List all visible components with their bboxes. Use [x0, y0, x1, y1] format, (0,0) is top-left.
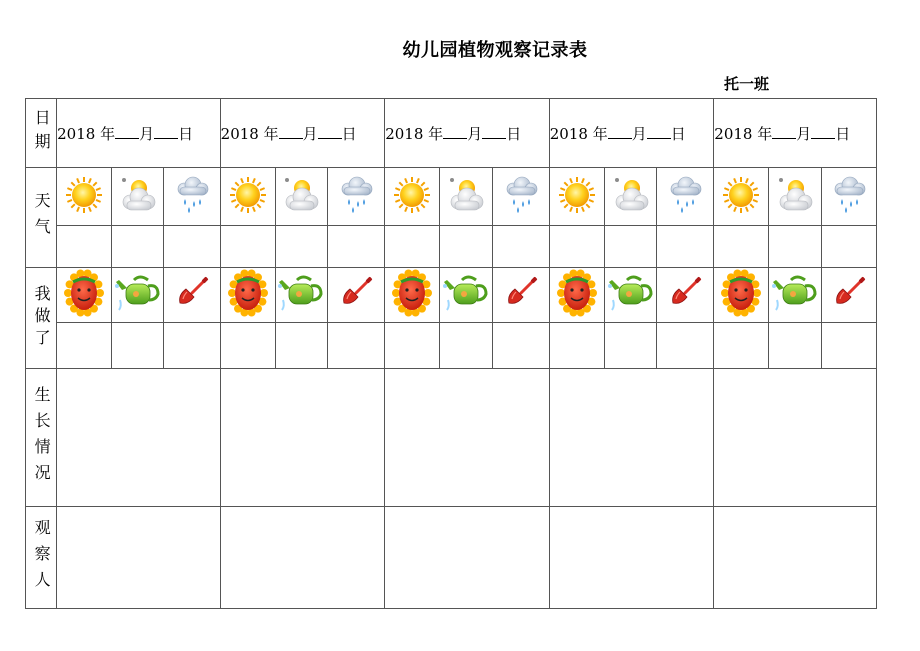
row-header-observer: 观察人 — [26, 507, 57, 609]
activity-blank-cell[interactable] — [492, 323, 549, 369]
partly-cloudy-icon — [774, 175, 816, 215]
growth-cell-1[interactable] — [57, 369, 221, 507]
activity-blank-cell[interactable] — [604, 323, 656, 369]
partly-cloudy-cell — [275, 168, 327, 226]
weather-blank-cell[interactable] — [385, 226, 440, 268]
activity-blank-cell[interactable] — [275, 323, 327, 369]
month-blank — [772, 124, 796, 139]
date-cell-1 — [57, 99, 221, 168]
sunshine-cell — [220, 268, 275, 323]
sunshine-icon — [721, 268, 761, 318]
day-blank — [647, 124, 671, 139]
rain-icon — [501, 174, 541, 216]
year-unit: 年 — [428, 124, 444, 143]
date-cell-5 — [714, 99, 877, 168]
row-header-date: 日期 — [26, 99, 57, 168]
sunshine-icon — [392, 268, 432, 318]
year-unit: 年 — [100, 124, 116, 143]
sun-cell — [220, 168, 275, 226]
activity-blank-cell[interactable] — [440, 323, 492, 369]
observer-row — [26, 507, 877, 609]
date-year: 2018 — [549, 124, 588, 143]
month-unit: 月 — [796, 124, 812, 143]
observation-table — [25, 98, 877, 609]
year-unit: 年 — [263, 124, 279, 143]
growth-cell-3[interactable] — [385, 369, 550, 507]
weather-blank-cell[interactable] — [604, 226, 656, 268]
watering-can-cell — [440, 268, 492, 323]
activity-blank-row — [26, 323, 877, 369]
weather-blank-cell[interactable] — [440, 226, 492, 268]
rain-icon — [336, 174, 376, 216]
day-blank — [811, 124, 835, 139]
month-unit: 月 — [631, 124, 647, 143]
weather-blank-cell[interactable] — [657, 226, 714, 268]
watering-can-cell — [275, 268, 327, 323]
observer-cell-2[interactable] — [220, 507, 385, 609]
page-title: 幼儿园植物观察记录表 — [402, 40, 588, 61]
growth-cell-5[interactable] — [714, 369, 877, 507]
partly-cloudy-cell — [112, 168, 164, 226]
observer-cell-4[interactable] — [549, 507, 714, 609]
weather-blank-cell[interactable] — [275, 226, 327, 268]
partly-cloudy-icon — [610, 175, 652, 215]
activity-icon-row — [26, 268, 877, 323]
activity-blank-cell[interactable] — [385, 323, 440, 369]
rain-cell — [164, 168, 220, 226]
weather-blank-row — [26, 226, 877, 268]
shovel-cell — [657, 268, 714, 323]
month-unit: 月 — [302, 124, 318, 143]
rain-cell — [328, 168, 385, 226]
year-unit: 年 — [592, 124, 608, 143]
growth-cell-4[interactable] — [549, 369, 714, 507]
weather-blank-cell[interactable] — [328, 226, 385, 268]
day-blank — [154, 124, 178, 139]
date-cell-3 — [385, 99, 550, 168]
partly-cloudy-icon — [445, 175, 487, 215]
sunshine-cell — [714, 268, 769, 323]
rain-icon — [172, 174, 212, 216]
weather-blank-cell[interactable] — [769, 226, 821, 268]
weather-blank-cell[interactable] — [112, 226, 164, 268]
rain-icon — [829, 174, 869, 216]
partly-cloudy-cell — [604, 168, 656, 226]
growth-cell-2[interactable] — [220, 369, 385, 507]
watering-can-icon — [277, 270, 325, 316]
date-year: 2018 — [714, 124, 753, 143]
rain-cell — [821, 168, 876, 226]
weather-blank-cell[interactable] — [821, 226, 876, 268]
watering-can-cell — [604, 268, 656, 323]
row-header-weather: 天气 — [26, 168, 57, 268]
weather-blank-cell[interactable] — [714, 226, 769, 268]
activity-blank-cell[interactable] — [821, 323, 876, 369]
month-unit: 月 — [467, 124, 483, 143]
day-unit: 日 — [506, 124, 522, 143]
weather-blank-cell[interactable] — [220, 226, 275, 268]
sun-icon — [64, 175, 104, 215]
sun-cell — [57, 168, 112, 226]
activity-blank-cell[interactable] — [164, 323, 220, 369]
sun-cell — [549, 168, 604, 226]
sun-icon — [392, 175, 432, 215]
activity-blank-cell[interactable] — [549, 323, 604, 369]
shovel-icon — [174, 275, 210, 311]
month-unit: 月 — [139, 124, 155, 143]
weather-icon-row — [26, 168, 877, 226]
growth-row — [26, 369, 877, 507]
day-unit: 日 — [178, 124, 194, 143]
activity-blank-cell[interactable] — [769, 323, 821, 369]
year-unit: 年 — [757, 124, 773, 143]
shovel-icon — [831, 275, 867, 311]
month-blank — [115, 124, 139, 139]
sunshine-cell — [385, 268, 440, 323]
shovel-cell — [492, 268, 549, 323]
partly-cloudy-icon — [280, 175, 322, 215]
date-row — [26, 99, 877, 168]
date-cell-2 — [220, 99, 385, 168]
day-blank — [318, 124, 342, 139]
watering-can-icon — [442, 270, 490, 316]
activity-blank-cell[interactable] — [657, 323, 714, 369]
month-blank — [608, 124, 632, 139]
partly-cloudy-icon — [117, 175, 159, 215]
day-unit: 日 — [670, 124, 686, 143]
weather-blank-cell[interactable] — [57, 226, 112, 268]
rain-cell — [492, 168, 549, 226]
activity-blank-cell[interactable] — [328, 323, 385, 369]
sun-cell — [714, 168, 769, 226]
weather-blank-cell[interactable] — [492, 226, 549, 268]
date-year: 2018 — [57, 124, 96, 143]
sunshine-icon — [228, 268, 268, 318]
date-year: 2018 — [220, 124, 259, 143]
day-unit: 日 — [341, 124, 357, 143]
day-unit: 日 — [835, 124, 851, 143]
activity-blank-cell[interactable] — [714, 323, 769, 369]
weather-blank-cell[interactable] — [549, 226, 604, 268]
date-year: 2018 — [385, 124, 424, 143]
shovel-cell — [164, 268, 220, 323]
rain-cell — [657, 168, 714, 226]
activity-blank-cell[interactable] — [220, 323, 275, 369]
shovel-icon — [503, 275, 539, 311]
shovel-cell — [821, 268, 876, 323]
sunshine-cell — [549, 268, 604, 323]
shovel-cell — [328, 268, 385, 323]
observer-cell-1[interactable] — [57, 507, 221, 609]
watering-can-icon — [771, 270, 819, 316]
observer-cell-3[interactable] — [385, 507, 550, 609]
activity-blank-cell[interactable] — [112, 323, 164, 369]
sun-icon — [557, 175, 597, 215]
class-label: 托一班 — [724, 75, 770, 93]
watering-can-icon — [607, 270, 655, 316]
sunshine-cell — [57, 268, 112, 323]
watering-can-cell — [112, 268, 164, 323]
partly-cloudy-cell — [769, 168, 821, 226]
rain-icon — [665, 174, 705, 216]
sun-icon — [228, 175, 268, 215]
row-header-activity: 我做了 — [26, 268, 57, 369]
day-blank — [482, 124, 506, 139]
activity-blank-cell[interactable] — [57, 323, 112, 369]
shovel-icon — [338, 275, 374, 311]
row-header-growth: 生长情况 — [26, 369, 57, 507]
weather-blank-cell[interactable] — [164, 226, 220, 268]
sun-icon — [721, 175, 761, 215]
month-blank — [443, 124, 467, 139]
sunshine-icon — [557, 268, 597, 318]
shovel-icon — [667, 275, 703, 311]
sunshine-icon — [64, 268, 104, 318]
watering-can-icon — [114, 270, 162, 316]
sun-cell — [385, 168, 440, 226]
month-blank — [279, 124, 303, 139]
observer-cell-5[interactable] — [714, 507, 877, 609]
partly-cloudy-cell — [440, 168, 492, 226]
date-cell-4 — [549, 99, 714, 168]
watering-can-cell — [769, 268, 821, 323]
